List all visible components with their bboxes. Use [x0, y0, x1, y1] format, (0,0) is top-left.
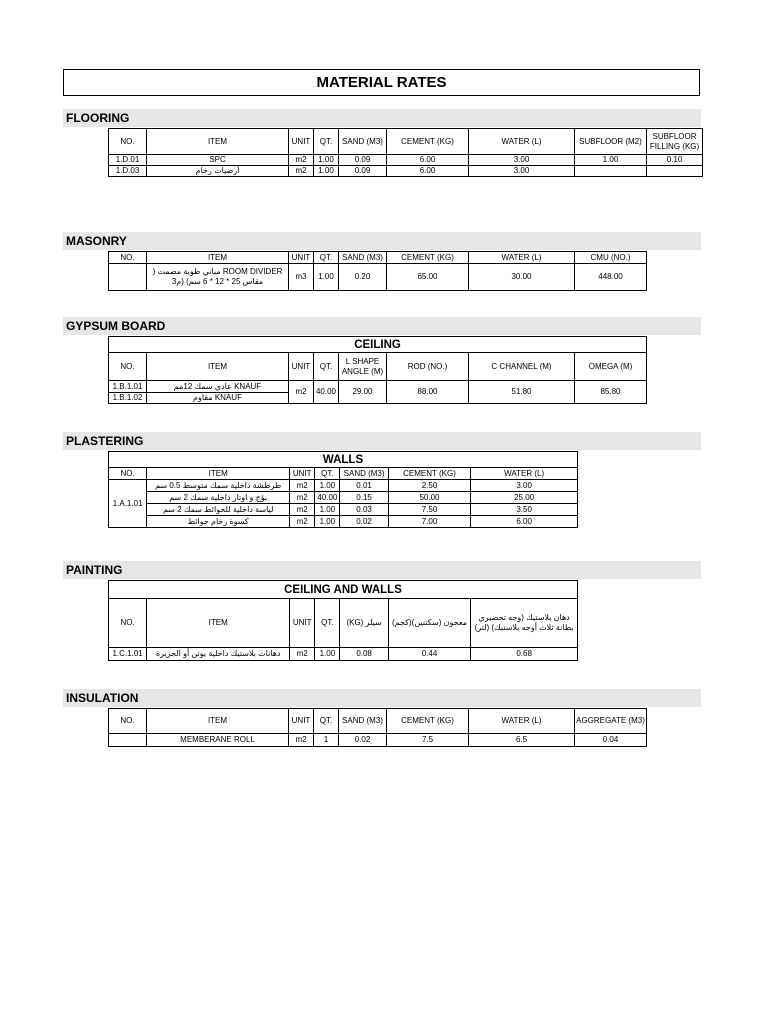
header-cell: UNIT — [290, 599, 315, 648]
table-row — [109, 492, 578, 504]
cell: 40.00 — [314, 381, 339, 404]
cell: 3.00 — [471, 480, 578, 492]
cell: 6.5 — [469, 734, 575, 747]
header-cell: SAND (M3) — [340, 468, 388, 480]
header-cell: QT. — [314, 709, 339, 734]
cell: دهانات بلاستيك داخلية يوتن أو الجزيرة — [147, 648, 290, 661]
cell: 7.50 — [388, 504, 471, 516]
header-cell: NO. — [109, 353, 147, 381]
header-cell: ITEM — [147, 709, 289, 734]
cell: KNAUF عادي سمك 12مم — [147, 381, 289, 393]
header-cell: OMEGA (M) — [575, 353, 647, 381]
cell: 50.00 — [388, 492, 471, 504]
masonry-table — [108, 251, 647, 291]
header-cell: WATER (L) — [469, 252, 575, 264]
table-subtitle: CEILING AND WALLS — [109, 581, 578, 599]
section-heading-plastering: PLASTERING — [63, 432, 701, 450]
cell: 1.B.1.01 — [109, 381, 147, 393]
header-cell: معجون (سكتنين)(كجم) — [388, 599, 471, 648]
header-cell: ITEM — [147, 353, 289, 381]
cell: 0.08 — [340, 648, 388, 661]
cell: 6.00 — [387, 155, 469, 166]
cell: 6.00 — [387, 166, 469, 177]
cell: m2 — [289, 734, 314, 747]
cell: 85.80 — [575, 381, 647, 404]
section-heading-painting: PAINTING — [63, 561, 701, 579]
cell: 30.00 — [469, 264, 575, 291]
header-cell: WATER (L) — [469, 129, 575, 155]
table-row — [109, 264, 647, 291]
header-cell: SUBFLOOR (M2) — [575, 129, 647, 155]
cell: 0.20 — [339, 264, 387, 291]
section-heading-flooring: FLOORING — [63, 109, 701, 127]
table-row — [109, 648, 578, 661]
table-subtitle: WALLS — [109, 452, 578, 468]
cell: 0.44 — [388, 648, 471, 661]
header-cell: سيلر (KG) — [340, 599, 388, 648]
cell: 1.A.1.01 — [109, 480, 147, 528]
cell: m2 — [290, 516, 315, 528]
header-cell: WATER (L) — [469, 709, 575, 734]
header-cell: CMU (NO.) — [575, 252, 647, 264]
cell — [109, 734, 147, 747]
plastering-table — [108, 451, 578, 528]
table-row — [109, 166, 703, 177]
header-cell: UNIT — [289, 353, 314, 381]
table-row — [109, 504, 578, 516]
cell: 3.00 — [469, 155, 575, 166]
header-cell: ITEM — [147, 252, 289, 264]
header-cell: CEMENT (KG) — [387, 129, 469, 155]
table-row — [109, 155, 703, 166]
header-cell: SUBFLOOR FILLING (KG) — [647, 129, 703, 155]
section-heading-insulation: INSULATION — [63, 689, 701, 707]
cell: 0.09 — [339, 166, 387, 177]
table-row — [109, 516, 578, 528]
cell — [109, 264, 147, 291]
header-cell: L SHAPE ANGLE (M) — [339, 353, 387, 381]
cell: 3.00 — [469, 166, 575, 177]
cell: 2.50 — [388, 480, 471, 492]
cell: m2 — [290, 480, 315, 492]
cell: 0.15 — [340, 492, 388, 504]
cell: لياسة داخلية للحوائط سمك 2 سم — [147, 504, 290, 516]
cell: 1.00 — [314, 155, 339, 166]
header-cell: WATER (L) — [471, 468, 578, 480]
cell: ROOM DIVIDER مباني طوبة مصمت ( مقاس 25 * 12 * 6 سم) (م3 — [147, 264, 289, 291]
cell: m2 — [289, 381, 314, 404]
cell: 1.B.1.02 — [109, 393, 147, 404]
header-cell: NO. — [109, 709, 147, 734]
cell: 29.00 — [339, 381, 387, 404]
cell: 88.00 — [387, 381, 469, 404]
insulation-table — [108, 708, 647, 747]
cell: 1.00 — [314, 166, 339, 177]
page-title: MATERIAL RATES — [63, 69, 700, 96]
cell: 1.C.1.01 — [109, 648, 147, 661]
cell — [647, 166, 703, 177]
header-cell: ITEM — [147, 129, 289, 155]
cell: SPC — [147, 155, 289, 166]
cell: 0.10 — [647, 155, 703, 166]
header-cell: NO. — [109, 599, 147, 648]
header-cell: CEMENT (KG) — [388, 468, 471, 480]
header-cell: UNIT — [289, 709, 314, 734]
cell: m2 — [290, 648, 315, 661]
cell: MEMBERANE ROLL — [147, 734, 289, 747]
cell: 7.00 — [388, 516, 471, 528]
cell: 1.00 — [575, 155, 647, 166]
cell: 1.00 — [314, 264, 339, 291]
cell: 448.00 — [575, 264, 647, 291]
header-cell: QT. — [315, 599, 340, 648]
cell: 1.00 — [315, 516, 340, 528]
header-cell: ROD (NO.) — [387, 353, 469, 381]
header-cell: ITEM — [147, 468, 290, 480]
cell: m2 — [290, 492, 315, 504]
cell: بؤج و اوتار داخلية سمك 2 سم — [147, 492, 290, 504]
header-cell: دهان بلاستيك (وجه تحضيري بطانة ثلاث أوجه بلاستيك) (لتر) — [471, 599, 578, 648]
header-cell: NO. — [109, 468, 147, 480]
cell: m2 — [290, 504, 315, 516]
cell: 0.04 — [575, 734, 647, 747]
header-cell: QT. — [314, 353, 339, 381]
cell: 1 — [314, 734, 339, 747]
cell: 7.5 — [387, 734, 469, 747]
flooring-table — [108, 128, 703, 177]
cell: 40.00 — [315, 492, 340, 504]
cell: طرطشة داخلية سمك متوسط 0.5 سم — [147, 480, 290, 492]
section-heading-gypsum: GYPSUM BOARD — [63, 317, 701, 335]
header-cell: NO. — [109, 129, 147, 155]
header-cell: SAND (M3) — [339, 129, 387, 155]
cell: كسوة رخام حوائط — [147, 516, 290, 528]
header-cell: QT. — [314, 129, 339, 155]
cell: 65.00 — [387, 264, 469, 291]
table-row — [109, 381, 647, 393]
section-heading-masonry: MASONRY — [63, 232, 701, 250]
cell: 51.80 — [469, 381, 575, 404]
cell: 0.02 — [340, 516, 388, 528]
header-cell: NO. — [109, 252, 147, 264]
painting-table — [108, 580, 578, 661]
header-cell: CEMENT (KG) — [387, 709, 469, 734]
header-cell: UNIT — [289, 252, 314, 264]
cell: 1.D.01 — [109, 155, 147, 166]
cell: 1.00 — [315, 480, 340, 492]
cell: 1.D.03 — [109, 166, 147, 177]
header-cell: CEMENT (KG) — [387, 252, 469, 264]
cell — [575, 166, 647, 177]
cell: 0.03 — [340, 504, 388, 516]
header-cell: UNIT — [289, 129, 314, 155]
cell: 1.00 — [315, 504, 340, 516]
cell: m2 — [289, 155, 314, 166]
header-cell: SAND (M3) — [339, 252, 387, 264]
cell: 0.02 — [339, 734, 387, 747]
table-row — [109, 480, 578, 492]
header-cell: UNIT — [290, 468, 315, 480]
header-cell: QT. — [314, 252, 339, 264]
table-row — [109, 734, 647, 747]
cell: KNAUF مقاوم — [147, 393, 289, 404]
cell: 1.00 — [315, 648, 340, 661]
cell: m3 — [289, 264, 314, 291]
table-subtitle: CEILING — [109, 337, 647, 353]
cell: 3.50 — [471, 504, 578, 516]
cell: 25.00 — [471, 492, 578, 504]
cell: 6.00 — [471, 516, 578, 528]
cell: 0.68 — [471, 648, 578, 661]
header-cell: QT. — [315, 468, 340, 480]
cell: 0.01 — [340, 480, 388, 492]
header-cell: ITEM — [147, 599, 290, 648]
header-cell: AGGREGATE (M3) — [575, 709, 647, 734]
cell: 0.09 — [339, 155, 387, 166]
header-cell: SAND (M3) — [339, 709, 387, 734]
cell: m2 — [289, 166, 314, 177]
header-cell: C CHANNEL (M) — [469, 353, 575, 381]
gypsum-table — [108, 336, 647, 404]
cell: أرضيات رخام — [147, 166, 289, 177]
